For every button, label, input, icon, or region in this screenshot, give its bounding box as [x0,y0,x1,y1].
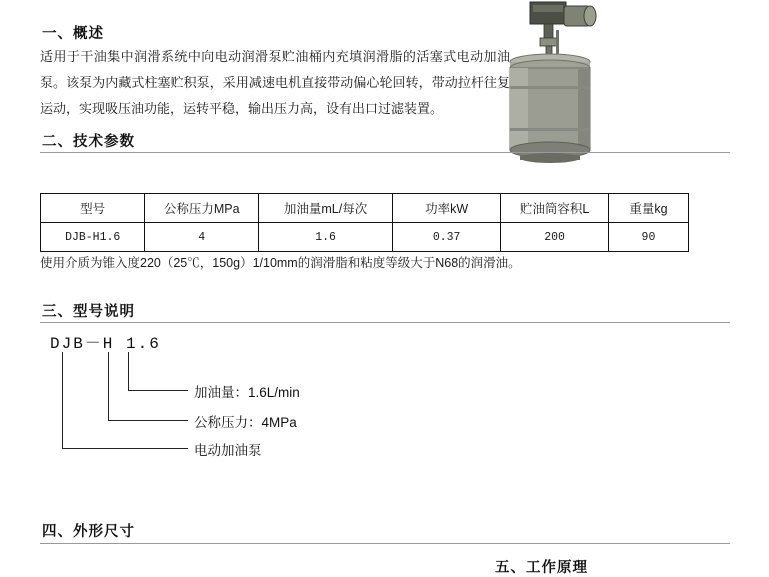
table-row [41,223,689,252]
model-code: DJB－H 1.6 [50,335,161,353]
section-title-principle: 五、工作原理 [495,560,588,576]
product-photo [500,0,630,180]
table-cell: 4 [145,223,259,252]
leader-line-pump-h [62,448,188,449]
callout-pump: 电动加油泵 [194,443,262,458]
leader-line-pressure [108,352,109,420]
table-cell: 90 [608,223,688,252]
table-header-cell: 贮油筒容积L [501,194,609,223]
table-header-cell: 加油量mL/每次 [259,194,393,223]
table-header-row [41,194,689,223]
divider-parameters [40,152,730,153]
spec-table [40,193,689,252]
table-cell: DJB-H1.6 [41,223,145,252]
section-title-dimensions: 四、外形尺寸 [42,524,135,540]
table-cell: 200 [501,223,609,252]
leader-line-pressure-h [108,420,188,421]
table-cell: 0.37 [393,223,501,252]
table-header-cell: 重量kg [608,194,688,223]
table-cell: 1.6 [259,223,393,252]
leader-line-oil-volume [128,352,129,390]
overview-paragraph: 适用于干油集中润滑系统中向电动润滑泵贮油桶内充填润滑脂的活塞式电动加油泵。该泵为内藏式柱塞贮积泵，采用减速电机直接带动偏心轮回转，带动拉杆往复运动，实现吸压油功能，运转平稳，输出压力高，设有出口过滤装置。 [40,49,510,116]
section-title-model: 三、型号说明 [42,304,135,320]
table-header-cell: 型号 [41,194,145,223]
leader-line-pump [62,352,63,448]
leader-line-oil-volume-h [128,390,188,391]
section-title-overview: 一、概述 [42,26,104,42]
table-header-cell: 公称压力MPa [145,194,259,223]
callout-oil-volume: 加油量：1.6L/min [194,385,300,400]
callout-pressure: 公称压力：4MPa [194,415,297,430]
divider-model [40,322,730,323]
table-header-cell: 功率kW [393,194,501,223]
section-title-parameters: 二、技术参数 [42,134,135,150]
divider-dimensions [40,543,730,544]
medium-note: 使用介质为锥入度220（25℃，150g）1/10mm的润滑脂和粘度等级大于N68的润滑油。 [40,256,521,270]
